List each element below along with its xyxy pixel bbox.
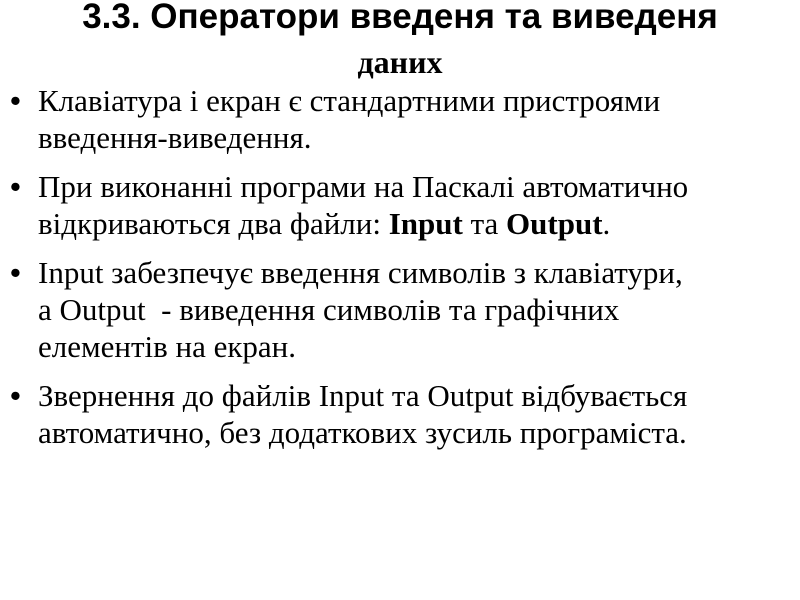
bullet-icon: • bbox=[10, 83, 21, 118]
bullet-1-line-2: введення-виведення. bbox=[38, 120, 312, 155]
bullet-2-line-1: При виконанні програми на Паскалі автоматично bbox=[38, 169, 689, 204]
bullet-item-3 bbox=[0, 254, 800, 365]
bullet-2-text-b: та bbox=[462, 206, 507, 241]
output-file-name: Output bbox=[506, 206, 603, 241]
bullet-item-2 bbox=[0, 168, 800, 242]
bullet-icon: • bbox=[10, 378, 21, 413]
bullet-icon: • bbox=[10, 169, 21, 204]
bullet-item-1 bbox=[0, 82, 800, 156]
bullet-3-line-2: а Output - виведення символів та графічних bbox=[38, 292, 620, 327]
bullet-3-line-1: Input забезпечує введення символів з клавіатури, bbox=[38, 255, 683, 290]
bullet-3-line-3: елементів на екран. bbox=[38, 329, 297, 364]
bullet-icon: • bbox=[10, 255, 21, 290]
input-file-name: Input bbox=[388, 206, 463, 241]
bullet-2-text-a: відкриваються два файли: bbox=[38, 206, 389, 241]
bullet-4-line-1: Звернення до файлів Input та Output відбувається bbox=[38, 378, 688, 413]
bullet-list bbox=[0, 82, 800, 463]
bullet-item-4 bbox=[0, 377, 800, 451]
bullet-2-text-c: . bbox=[602, 206, 611, 241]
slide-title-line-1: 3.3. Оператори введеня та виведеня bbox=[82, 0, 718, 36]
bullet-4-line-2: автоматично, без додаткових зусиль програміста. bbox=[38, 415, 687, 450]
bullet-1-line-1: Клавіатура і екран є стандартними пристроями bbox=[38, 83, 661, 118]
slide-title-line-2: даних bbox=[357, 44, 443, 80]
bullet-2-line-2 bbox=[38, 205, 800, 242]
slide-title bbox=[0, 0, 800, 82]
